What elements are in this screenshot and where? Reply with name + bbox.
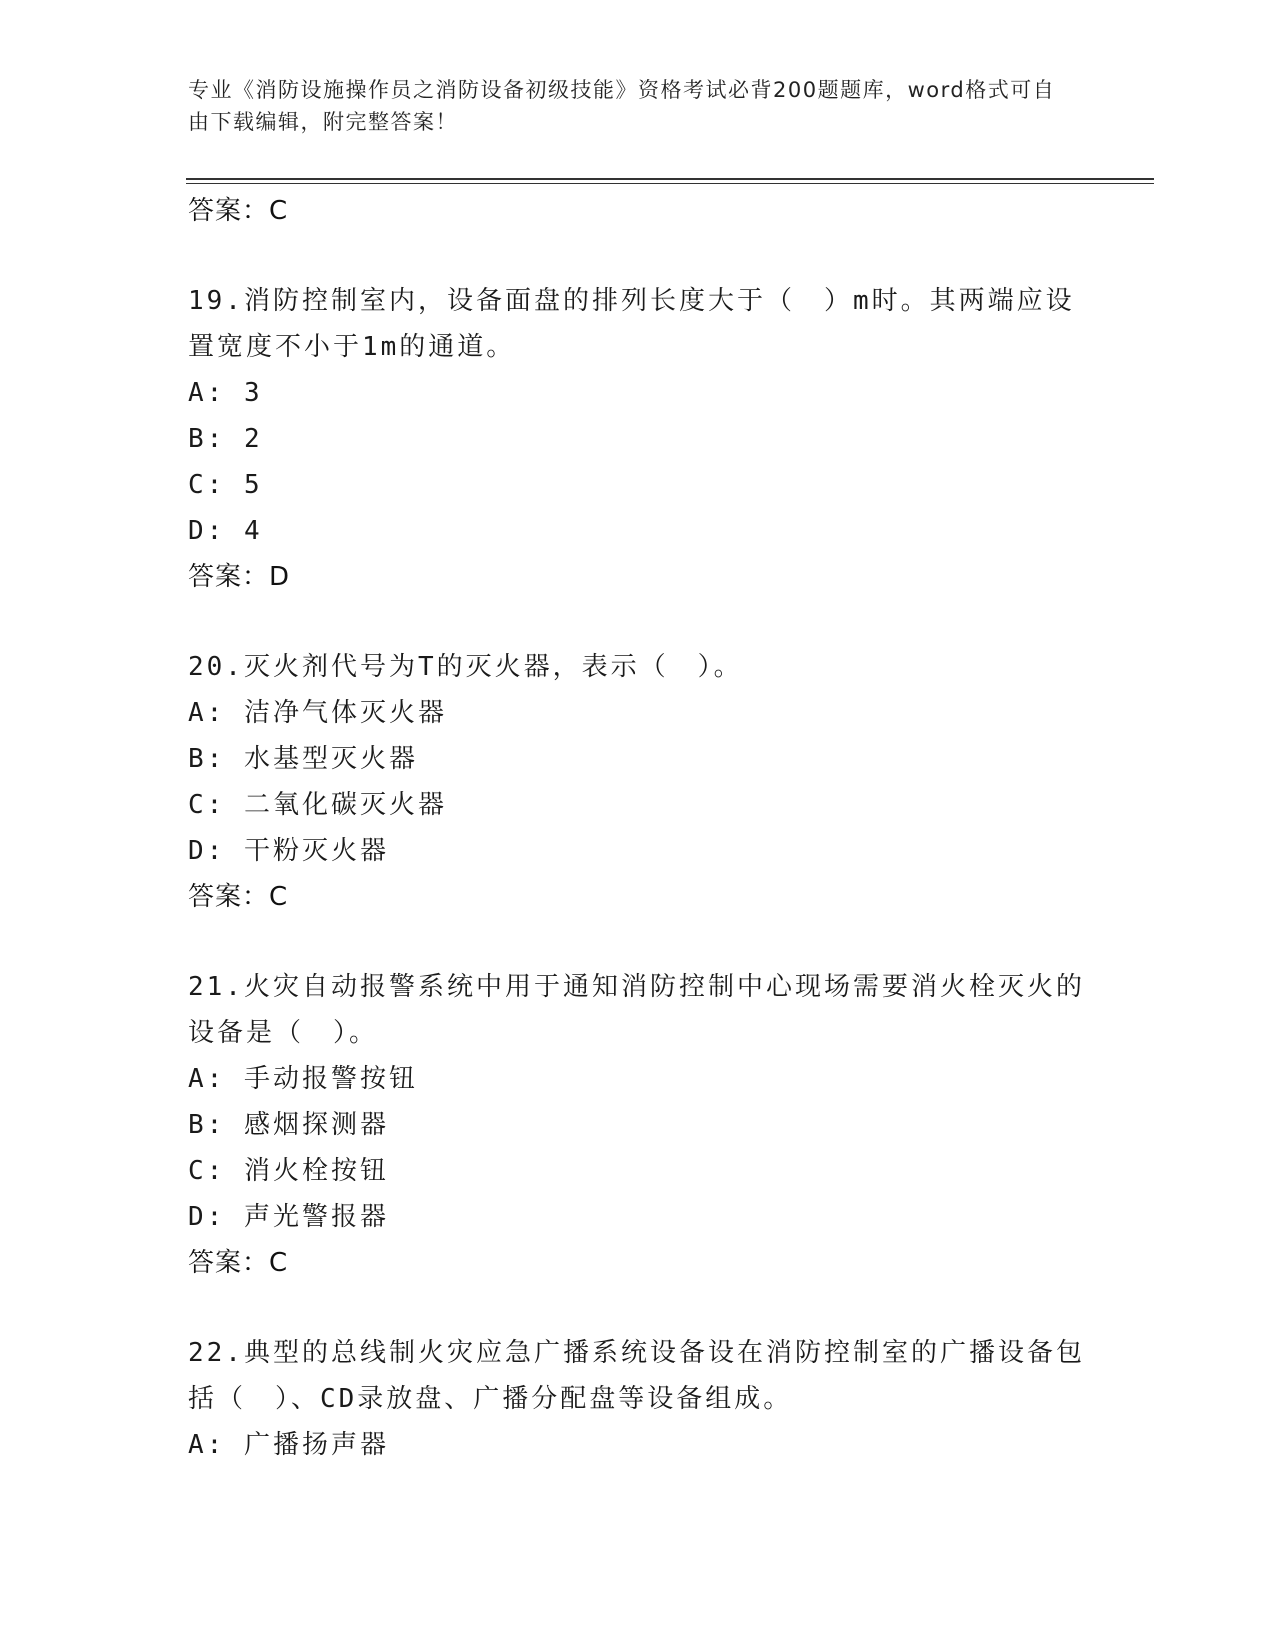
option-a: A: 3	[188, 378, 263, 408]
answer-label: 答案：C	[188, 882, 289, 912]
option-c: C: 5	[188, 470, 263, 500]
option-d: D: 干粉灭火器	[188, 836, 389, 866]
question-stem: 22.典型的总线制火灾应急广播系统设备设在消防控制室的广播设备包括（ ）、CD录放盘、广播分配盘等设备组成。	[188, 1338, 1085, 1414]
question-stem: 19.消防控制室内，设备面盘的排列长度大于（ ）m时。其两端应设置宽度不小于1m的通道。	[188, 286, 1075, 362]
question-22	[188, 1330, 1088, 1468]
option-b: B: 水基型灭火器	[188, 744, 418, 774]
option-b: B: 2	[188, 424, 263, 454]
option-a: A: 手动报警按钮	[188, 1064, 418, 1094]
question-19	[188, 278, 1088, 600]
header-divider-thin	[186, 183, 1154, 184]
option-c: C: 二氧化碳灭火器	[188, 790, 447, 820]
question-stem: 21.火灾自动报警系统中用于通知消防控制中心现场需要消火栓灭火的设备是（ ）。	[188, 972, 1085, 1048]
document-header: 专业《消防设施操作员之消防设备初级技能》资格考试必背200题题库，word格式可自由下载编辑，附完整答案！	[188, 78, 1056, 134]
question-20	[188, 644, 1088, 920]
option-a: A: 广播扬声器	[188, 1430, 389, 1460]
question-stem: 20.灭火剂代号为T的灭火器，表示（ ）。	[188, 652, 743, 682]
option-d: D: 声光警报器	[188, 1202, 389, 1232]
answer-label: 答案：D	[188, 562, 291, 592]
answer-label: 答案：C	[188, 1248, 289, 1278]
option-d: D: 4	[188, 516, 263, 546]
option-b: B: 感烟探测器	[188, 1110, 389, 1140]
answer-label: 答案：C	[188, 196, 289, 226]
question-list	[188, 188, 1088, 1468]
option-c: C: 消火栓按钮	[188, 1156, 389, 1186]
option-a: A: 洁净气体灭火器	[188, 698, 447, 728]
header-divider-thick	[186, 178, 1154, 180]
question-21	[188, 964, 1088, 1286]
